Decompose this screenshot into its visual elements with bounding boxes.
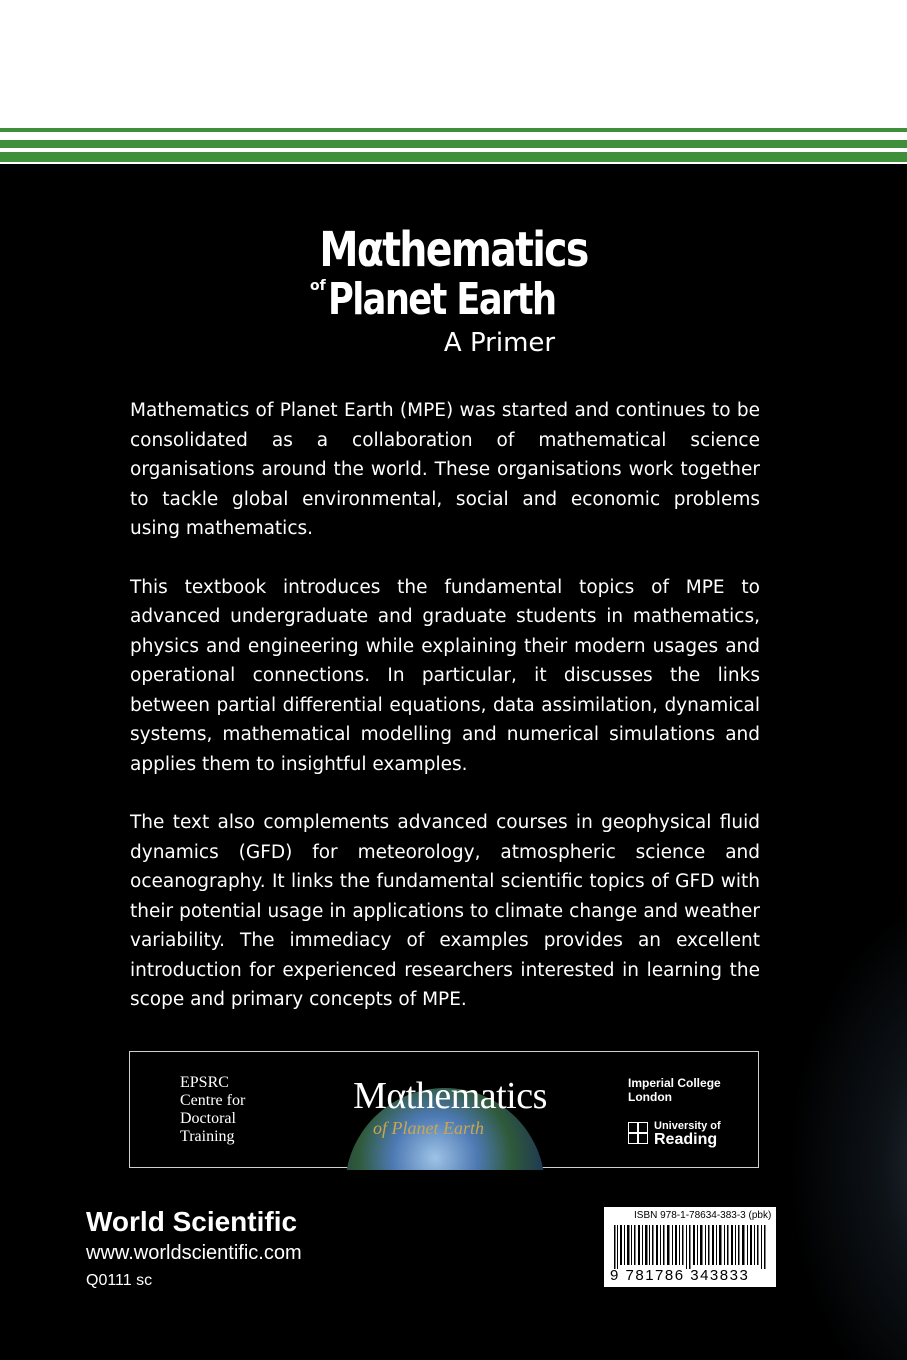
epsrc-logo-text	[180, 1074, 245, 1146]
green-stripe	[0, 140, 907, 148]
title-of: of	[310, 278, 326, 294]
isbn-text: ISBN 978-1-78634-383-3 (pbk)	[634, 1210, 772, 1221]
barcode	[604, 1207, 776, 1287]
blurb-paragraph: Mathematics of Planet Earth (MPE) was started and continues to be consolidated as a collaboration of mathematical science organisations around the world. These organisations work together to tackle global environmental, social and economic problems using mathematics.	[130, 400, 760, 539]
imperial-line: Imperial College	[628, 1076, 721, 1090]
title-line-2-row	[0, 276, 907, 324]
blurb	[130, 396, 760, 1044]
subtitle: A Primer	[443, 328, 556, 358]
barcode-digits: 9 781786 343833	[610, 1267, 750, 1284]
epsrc-line: Training	[180, 1128, 235, 1145]
product-code: Q0111 sc	[86, 1272, 153, 1289]
earth-edge-image	[787, 884, 907, 1360]
reading-crest-icon	[628, 1122, 648, 1144]
reading-big-text: Reading	[654, 1131, 718, 1148]
publisher-url: www.worldscientific.com	[86, 1242, 302, 1264]
publisher-block	[86, 1206, 302, 1292]
barcode-bars-icon	[612, 1225, 772, 1269]
mpe-logo	[335, 1070, 565, 1170]
reading-small-text: University of	[654, 1120, 721, 1132]
epsrc-line: EPSRC	[180, 1074, 229, 1091]
sponsor-logo-box	[129, 1051, 759, 1168]
title-block	[0, 224, 907, 358]
green-stripe	[0, 128, 907, 132]
epsrc-line: Doctoral	[180, 1110, 236, 1127]
blurb-paragraph: This textbook introduces the fundamental topics of MPE to advanced undergraduate and graduate students in mathematics, physics and engineering while explaining their modern usages and operational connections. In particular, it discusses the links between partial differential equations, data assimilation, dynamical systems, mathematical modelling and numerical simulations and applies them to insightful examples.	[130, 576, 760, 775]
publisher-name: World Scientific	[86, 1206, 298, 1237]
blurb-paragraph: The text also complements advanced courses in geophysical fluid dynamics (GFD) for meteorology, atmospheric science and oceanography. It links the fundamental scientific topics of GFD with their potential usage in applications to climate change and weather variability. The immediacy of examples provides an excellent introduction for experienced researchers interested in learning the scope and primary concepts of MPE.	[130, 812, 760, 1010]
mpe-logo-title: Mαthematics	[353, 1075, 547, 1117]
epsrc-line: Centre for	[180, 1092, 246, 1109]
cover-panel	[0, 164, 907, 1360]
top-margin	[0, 0, 907, 128]
mpe-logo-subtitle: of Planet Earth	[373, 1118, 484, 1138]
green-stripe	[0, 152, 907, 162]
imperial-logo	[628, 1076, 721, 1104]
title-line-2: Planet Earth	[328, 274, 556, 325]
imperial-line: London	[628, 1090, 672, 1104]
title-line-1: Mαthematics	[319, 222, 588, 278]
